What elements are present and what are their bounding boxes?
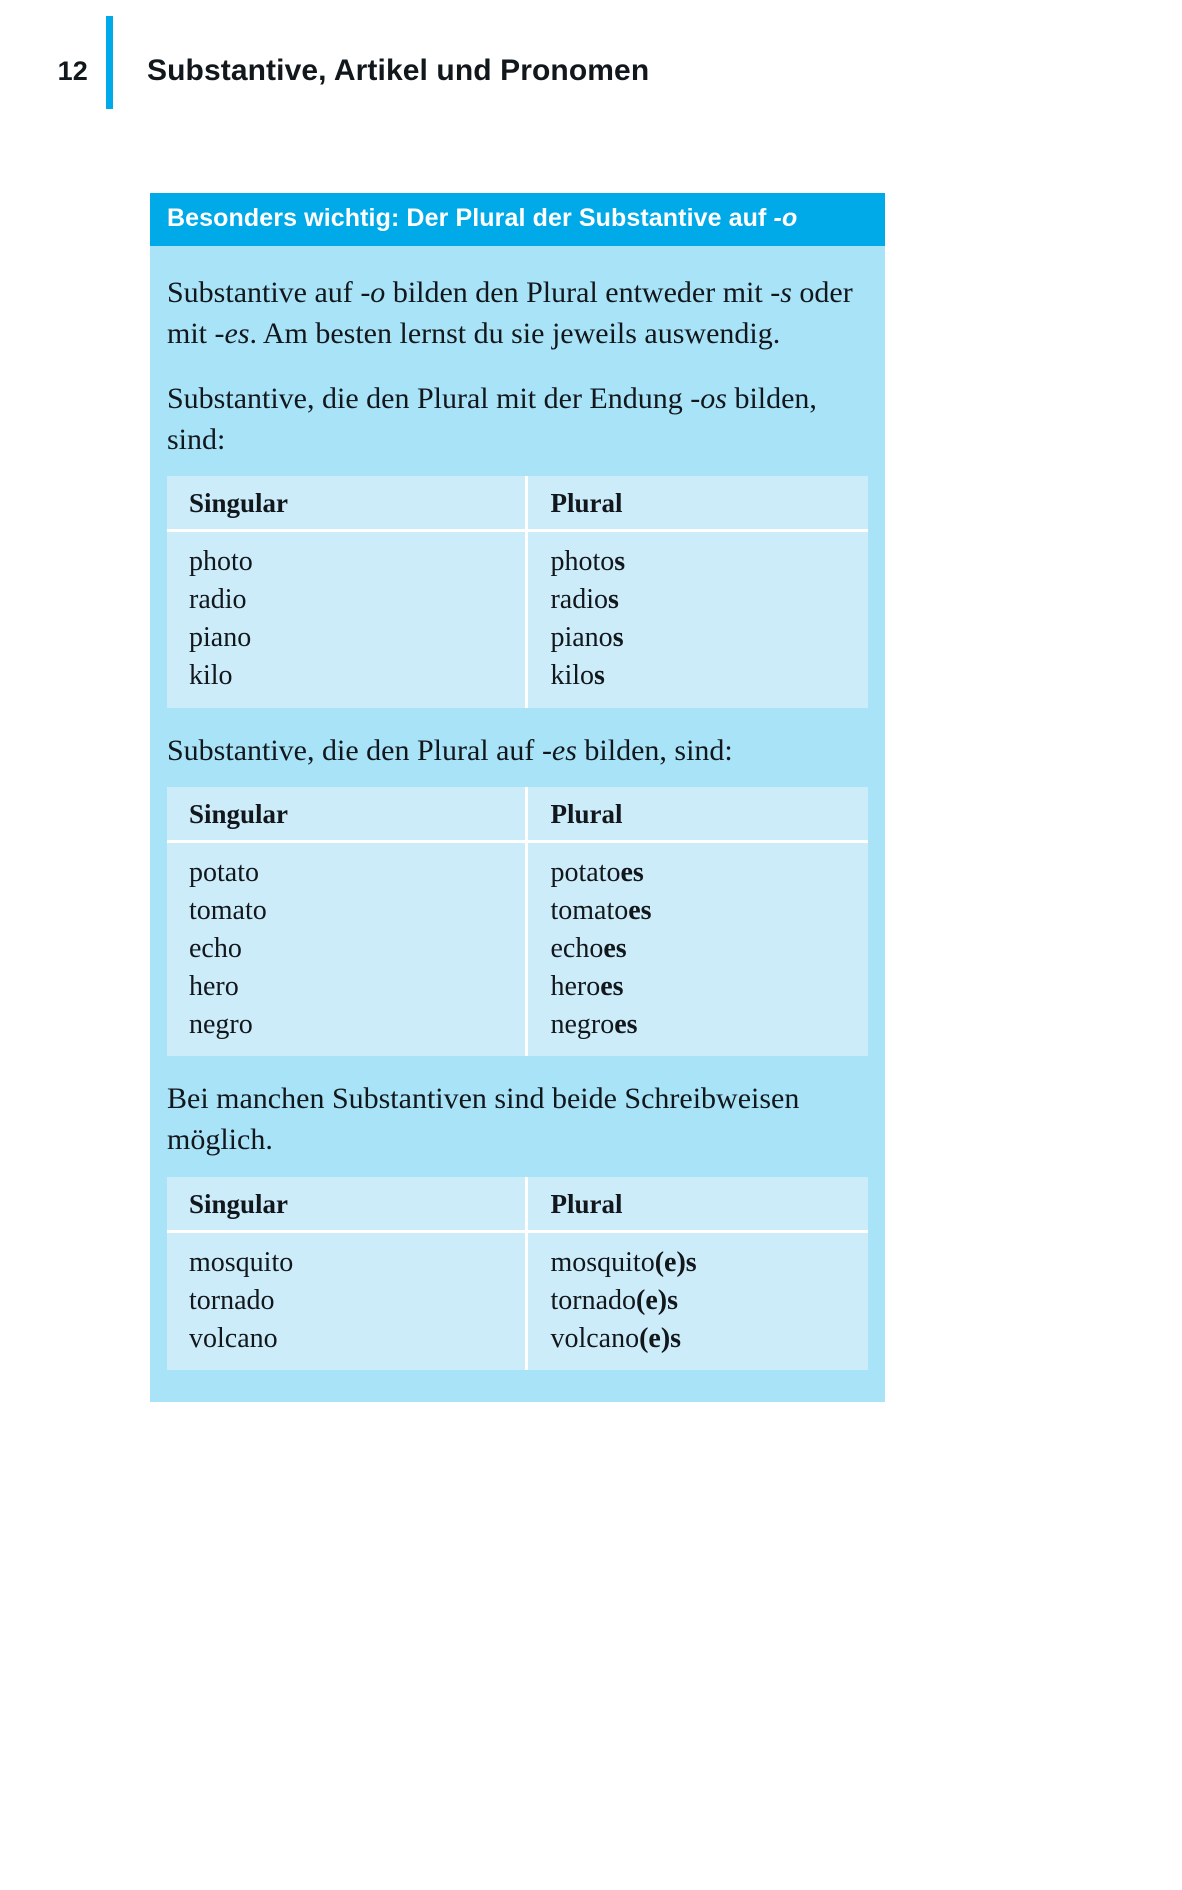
word-plural-ending: es <box>600 971 624 1003</box>
paragraph-os-part2: bilden, sind: <box>167 381 817 456</box>
word-singular: negro <box>189 1009 253 1041</box>
word-plural-stem: hero <box>550 971 601 1003</box>
paragraph-intro-italic1: -o <box>360 275 386 309</box>
paragraph-intro-part1: Substantive auf <box>167 275 361 309</box>
paragraph-os-part1: Substantive, die den Plural mit der Endung <box>167 381 691 415</box>
word-singular: potato <box>189 856 259 888</box>
word-plural-ending: es <box>614 1009 638 1041</box>
word-plural-stem: piano <box>550 622 613 654</box>
page-header <box>0 26 1182 116</box>
word-plural-stem: volcano <box>550 1323 640 1355</box>
word-plural <box>550 581 868 619</box>
word-plural <box>550 892 868 930</box>
word-plural-ending: s <box>594 660 605 692</box>
word-plural <box>550 657 868 695</box>
word-singular: radio <box>189 584 247 616</box>
word-plural <box>550 543 868 581</box>
word-plural-ending: es <box>620 856 644 888</box>
word-plural <box>550 930 868 968</box>
table-header-row <box>167 476 868 531</box>
word-plural-stem: tornado <box>550 1284 636 1316</box>
table-plural-both <box>167 1177 868 1371</box>
word-plural-ending: es <box>603 933 627 965</box>
column-header-plural: Plural <box>527 1177 868 1232</box>
word-plural-ending: s <box>614 546 626 578</box>
cell-plural-list <box>527 1231 868 1370</box>
word-singular: mosquito <box>189 1246 294 1278</box>
page-number: 12 <box>57 56 88 86</box>
table-row <box>167 531 868 708</box>
word-plural-ending: es <box>628 895 652 927</box>
paragraph-es-italic: -es <box>541 733 577 767</box>
paragraph-intro <box>167 246 868 356</box>
paragraph-intro-italic2: -s <box>770 275 792 309</box>
paragraph-os-lead <box>167 356 868 462</box>
word-plural-stem: radio <box>550 584 608 616</box>
info-box-title-text: Besonders wichtig: Der Plural der Substantive auf <box>167 204 774 232</box>
cell-singular-list <box>167 1231 527 1370</box>
bottom-spacer <box>167 1370 868 1374</box>
info-box-title-suffix: -o <box>773 204 798 232</box>
paragraph-os-italic: -os <box>690 381 727 415</box>
word-singular: tornado <box>189 1284 275 1316</box>
word-singular: photo <box>189 546 253 578</box>
column-header-singular: Singular <box>167 476 527 531</box>
word-plural <box>550 1006 868 1044</box>
header-accent-rule <box>106 16 113 109</box>
info-box-title <box>150 193 885 246</box>
word-singular: kilo <box>189 660 233 692</box>
word-singular: tomato <box>189 895 267 927</box>
word-plural-ending: (e)s <box>654 1246 697 1278</box>
word-plural <box>550 619 868 657</box>
word-plural-stem: photo <box>550 546 615 578</box>
column-header-plural: Plural <box>527 476 868 531</box>
table-header-row <box>167 787 868 842</box>
column-header-singular: Singular <box>167 1177 527 1232</box>
word-singular: piano <box>189 622 252 654</box>
page-title: Substantive, Artikel und Pronomen <box>147 54 650 87</box>
word-plural <box>550 854 868 892</box>
word-plural <box>550 1244 868 1282</box>
paragraph-intro-part2: bilden den Plural entweder mit <box>385 275 771 309</box>
word-plural-stem: mosquito <box>550 1246 655 1278</box>
word-plural-stem: negro <box>550 1009 615 1041</box>
cell-plural-list <box>527 841 868 1056</box>
word-plural-ending: (e)s <box>636 1284 678 1316</box>
word-plural-stem: potato <box>550 856 621 888</box>
word-plural <box>550 1282 868 1320</box>
cell-plural-list <box>527 531 868 708</box>
paragraph-both-lead: Bei manchen Substantiven sind beide Schreibweisen möglich. <box>167 1082 800 1157</box>
word-plural <box>550 968 868 1006</box>
word-plural-stem: kilo <box>550 660 595 692</box>
column-header-singular: Singular <box>167 787 527 842</box>
word-plural-ending: s <box>608 584 619 616</box>
paragraph-es-part1: Substantive, die den Plural auf <box>167 733 542 767</box>
word-plural <box>550 1320 868 1358</box>
word-singular: volcano <box>189 1323 278 1355</box>
table-row <box>167 841 868 1056</box>
word-plural-stem: tomato <box>550 895 629 927</box>
word-plural-ending: (e)s <box>639 1323 682 1355</box>
paragraph-intro-part3: oder mit <box>167 275 853 350</box>
paragraph-es-lead <box>167 708 868 773</box>
table-plural-es <box>167 787 868 1057</box>
word-plural-stem: echo <box>550 933 604 965</box>
table-plural-os <box>167 476 868 708</box>
cell-singular-list <box>167 841 527 1056</box>
table-row <box>167 1231 868 1370</box>
info-box <box>150 193 885 1402</box>
paragraph-intro-italic3: -es <box>214 316 250 350</box>
cell-singular-list <box>167 531 527 708</box>
info-box-body <box>150 246 885 1375</box>
column-header-plural: Plural <box>527 787 868 842</box>
paragraph-es-part2: bilden, sind: <box>576 733 733 767</box>
paragraph-intro-part4: . Am besten lernst du sie jeweils auswendig. <box>249 316 781 350</box>
word-singular: hero <box>189 971 239 1003</box>
word-singular: echo <box>189 933 242 965</box>
table-header-row <box>167 1177 868 1232</box>
word-plural-ending: s <box>612 622 624 654</box>
